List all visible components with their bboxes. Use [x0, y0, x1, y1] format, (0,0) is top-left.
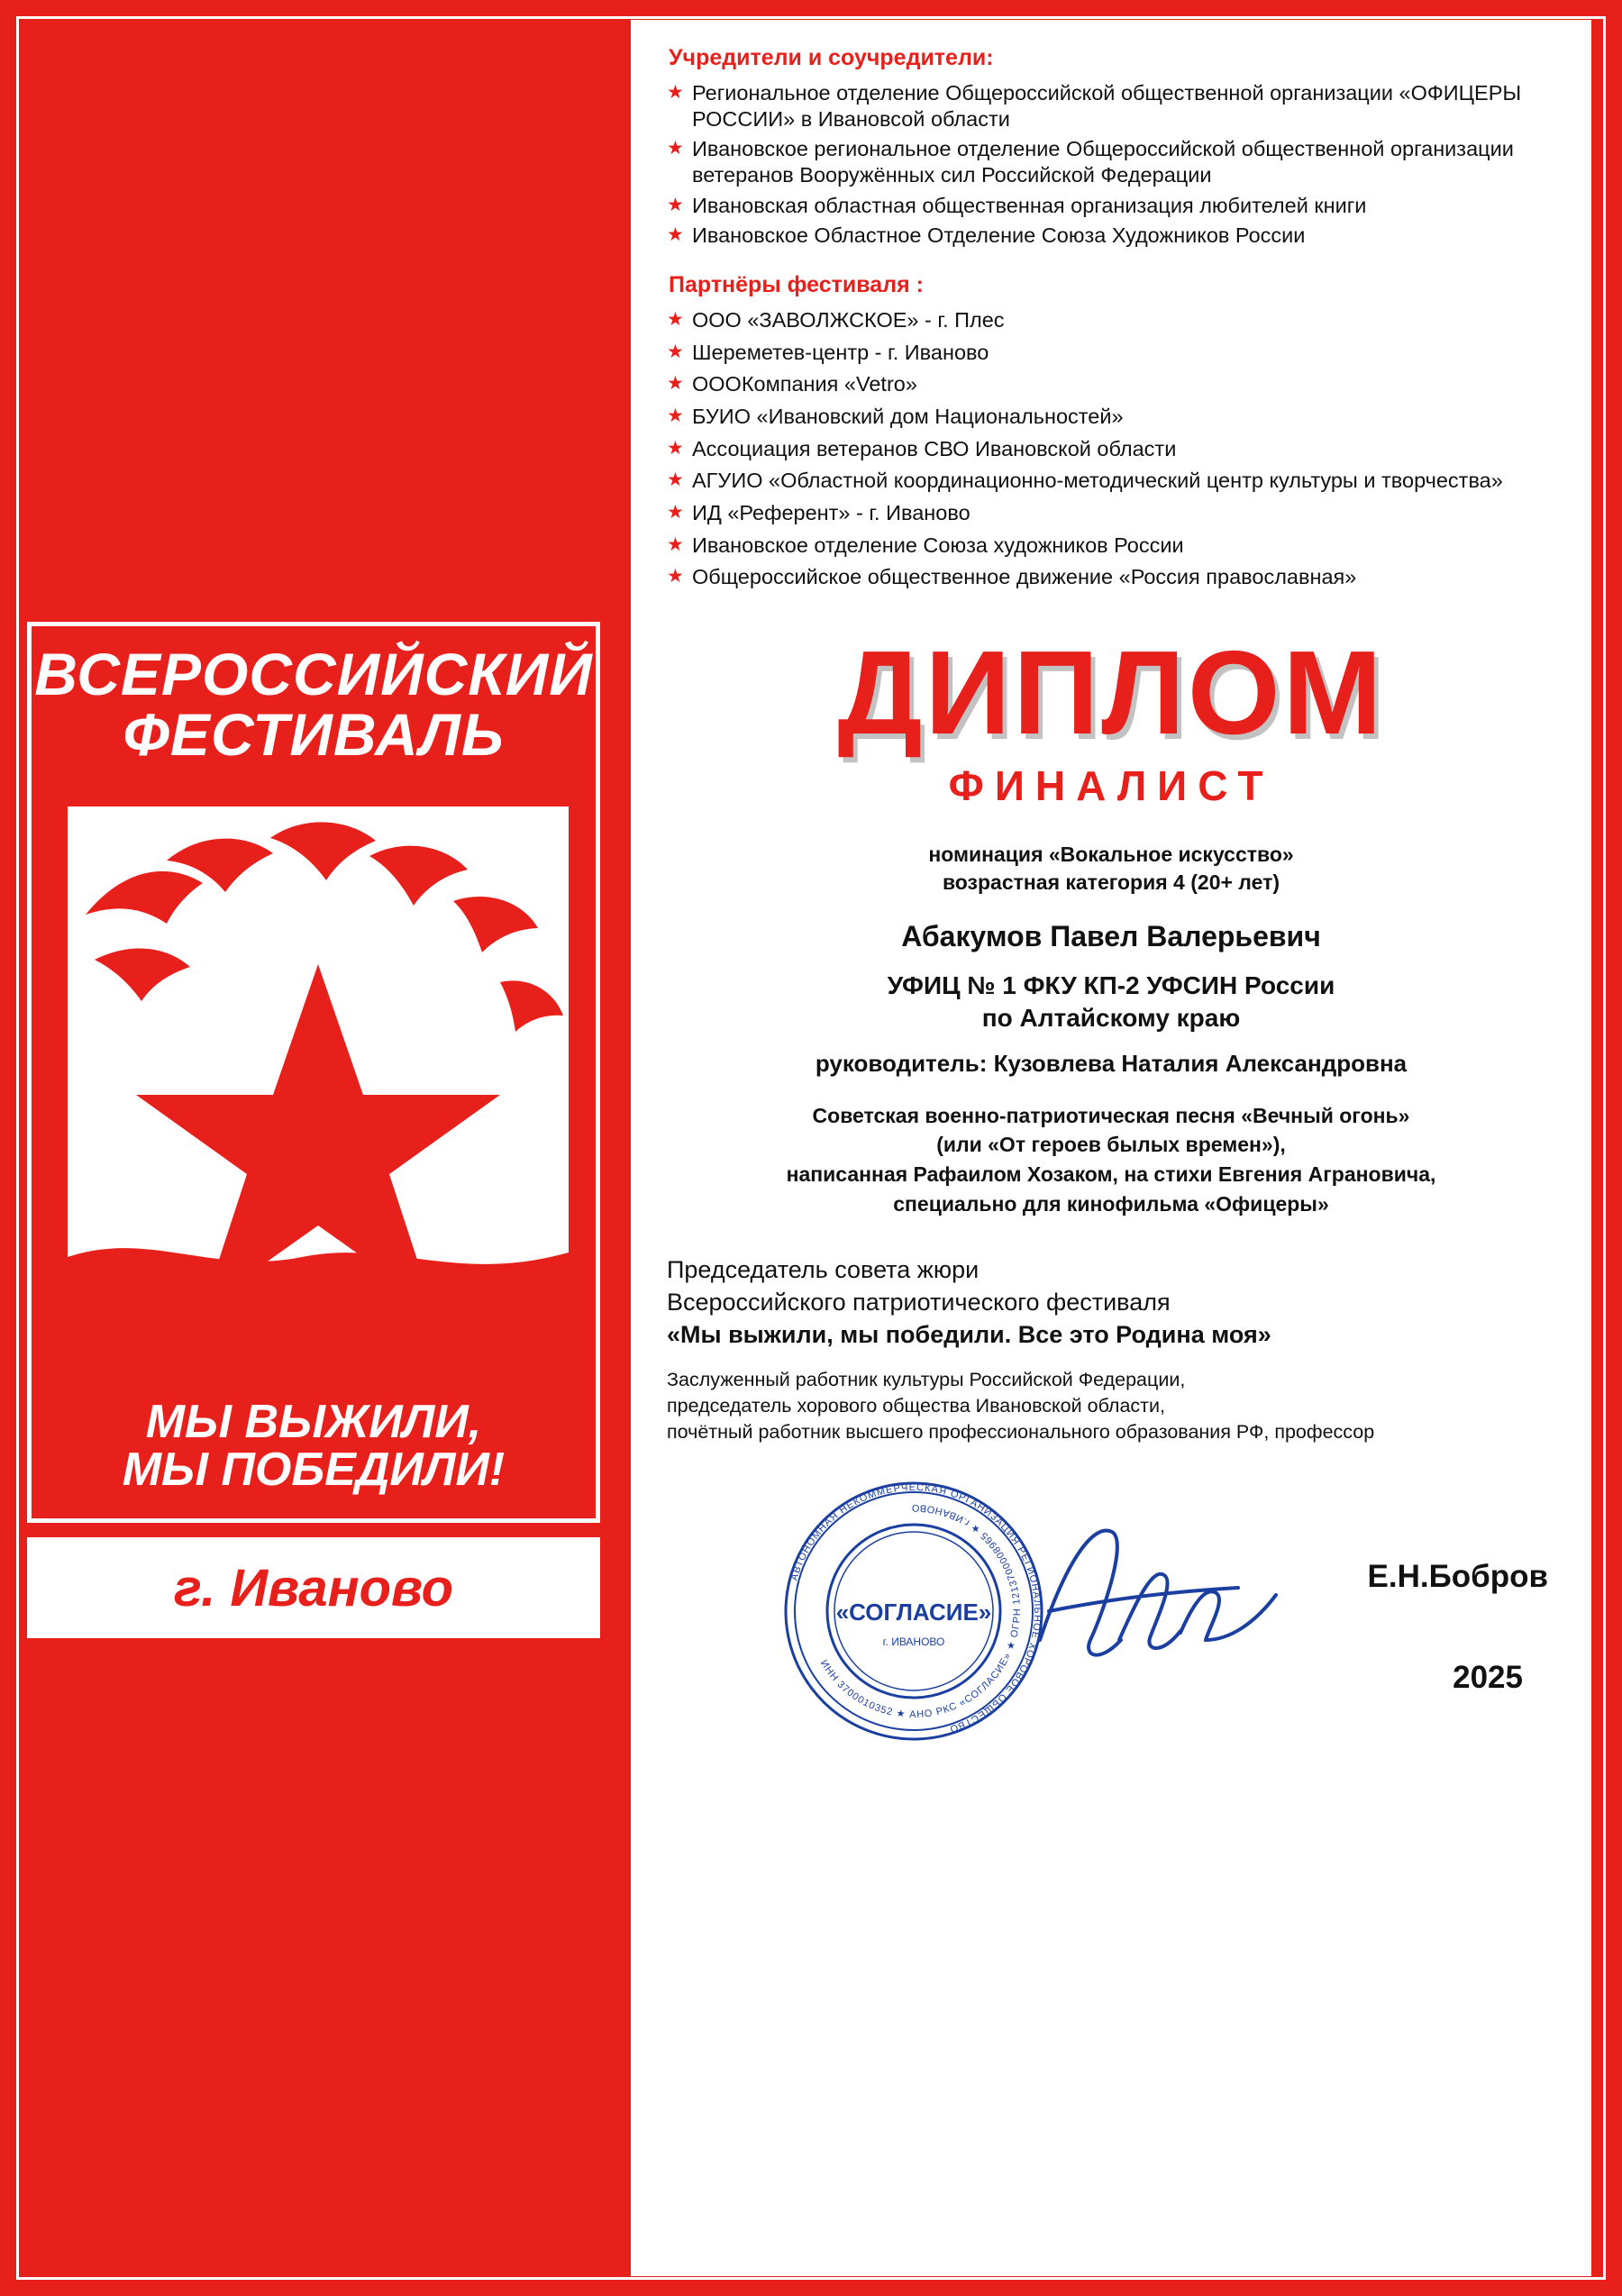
partners-item-text: Общероссийское общественное движение «Россия православная»: [692, 565, 1357, 589]
founders-list: [661, 80, 1561, 249]
list-item: [661, 564, 1561, 590]
signature-area: [661, 1451, 1561, 1775]
founders-item-text: Ивановская областная общественная организация любителей книги: [692, 193, 1367, 217]
svg-text:г. ИВАНОВО: г. ИВАНОВО: [882, 1635, 945, 1648]
star-icon: ★: [667, 405, 684, 426]
poster-slogan: [32, 1395, 596, 1497]
list-item: [661, 371, 1561, 397]
partners-item-text: ООО «ЗАВОЛЖСКОЕ» - г. Плес: [692, 307, 1005, 332]
issue-year: 2025: [1453, 1659, 1523, 1695]
star-icon: ★: [667, 566, 684, 588]
cranes-and-star-artwork: [32, 806, 596, 1311]
award-heading: ДИПЛОМ: [837, 625, 1385, 759]
star-icon: ★: [667, 194, 684, 215]
partners-title: Партнёры фестиваля :: [669, 271, 924, 297]
star-icon: ★: [667, 437, 684, 459]
star-icon: ★: [667, 224, 684, 246]
partners-item-text: АГУИО «Областной координационно-методический центр культуры и творчества»: [692, 469, 1503, 493]
founders-item-text: Ивановское региональное отделение Общероссийской общественной организации ветеранов Вооружённых сил Российской Федерации: [692, 137, 1514, 187]
work-line2: (или «От героев былых времен»),: [936, 1133, 1286, 1157]
star-icon: ★: [667, 533, 684, 555]
star-icon: ★: [667, 308, 684, 330]
founders-section: [661, 45, 1561, 249]
list-item: [661, 80, 1561, 132]
svg-text:АВТОНОМНАЯ НЕКОММЕРЧЕСКАЯ ОРГА: АВТОНОМНАЯ НЕКОММЕРЧЕСКАЯ ОРГАНИЗАЦИЯ РЕГИОНАЛЬНОЕ ХОРОВОЕ ОБЩЕСТВО: [788, 1481, 1043, 1735]
certificate-panel: [631, 20, 1591, 2276]
jury-title-line1: Заслуженный работник культуры Российской Федерации,: [667, 1369, 1186, 1391]
poster-title-line2: ФЕСТИВАЛЬ: [123, 701, 505, 769]
organization-line2: по Алтайскому краю: [981, 1004, 1241, 1033]
work-description: [661, 1101, 1561, 1219]
list-item: [661, 533, 1561, 559]
star-icon: ★: [667, 82, 684, 103]
poster-city-plate: [27, 1537, 600, 1638]
star-icon: ★: [667, 469, 684, 491]
partners-item-text: Ассоциация ветеранов СВО Ивановской области: [692, 436, 1177, 460]
list-item: [661, 468, 1561, 494]
nomination-line2: возрастная категория 4 (20+ лет): [942, 870, 1280, 894]
poster-slogan-line1: МЫ ВЫЖИЛИ,: [145, 1395, 482, 1448]
partners-item-text: ИД «Референт» - г. Иваново: [692, 500, 970, 524]
jury-title-line2: председатель хорового общества Ивановской области,: [667, 1395, 1165, 1417]
work-line1: Советская военно-патриотическая песня «Вечный огонь»: [812, 1103, 1410, 1127]
star-icon: ★: [667, 138, 684, 159]
work-line4: специально для кинофильма «Офицеры»: [893, 1191, 1329, 1216]
poster-title: [32, 641, 596, 769]
leader-line: руководитель: Кузовлева Наталия Александровна: [815, 1049, 1408, 1077]
award-heading-block: [661, 625, 1561, 810]
poster-title-line1: ВСЕРОССИЙСКИЙ: [34, 641, 593, 707]
partners-item-text: БУИО «Ивановский дом Национальностей»: [692, 404, 1124, 428]
poster-slogan-line2: МЫ ПОБЕДИЛИ!: [122, 1444, 506, 1497]
poster-card: [27, 622, 600, 1523]
founders-title: Учредители и соучредители:: [669, 45, 994, 70]
work-line3: написанная Рафаилом Хозаком, на стихи Евгения Аграновича,: [786, 1162, 1436, 1187]
founders-item-text: Ивановское Областное Отделение Союза Художников России: [692, 223, 1306, 248]
svg-text:ИНН 3700010352 ★ АНО РКС «СОГЛ: ИНН 3700010352 ★ АНО РКС «СОГЛАСИЕ» ★ ОГРН 1213700008965 ★ г.ИВАНОВО: [817, 1501, 1024, 1720]
list-item: [661, 500, 1561, 526]
poster-city-label: г. Иваново: [173, 1558, 454, 1617]
list-item: [661, 193, 1561, 219]
jury-line1: Председатель совета жюри: [667, 1256, 980, 1284]
jury-line2: Всероссийского патриотического фестиваля: [667, 1288, 1171, 1316]
jury-titles-block: [667, 1367, 1561, 1444]
svg-text:«СОГЛАСИЕ»: «СОГЛАСИЕ»: [835, 1598, 992, 1626]
nomination-block: [661, 841, 1561, 897]
winner-name: Абакумов Павел Валерьевич: [901, 919, 1321, 952]
award-subheading: ФИНАЛИСТ: [948, 761, 1274, 809]
jury-block: [667, 1254, 1561, 1351]
handwritten-signature: [1013, 1505, 1283, 1685]
list-item: [661, 136, 1561, 187]
signer-name: Е.Н.Бобров: [1367, 1558, 1548, 1594]
partners-item-text: Ивановское отделение Союза художников России: [692, 533, 1184, 557]
founders-item-text: Региональное отделение Общероссийской общественной организации «ОФИЦЕРЫ РОССИИ» в Ивановсой области: [692, 81, 1522, 131]
festival-poster: [27, 622, 613, 1638]
organization-line1: УФИЦ № 1 ФКУ КП-2 УФСИН России: [887, 970, 1335, 999]
list-item: [661, 223, 1561, 249]
list-item: [661, 307, 1561, 333]
list-item: [661, 340, 1561, 366]
star-icon: ★: [667, 341, 684, 362]
star-icon: ★: [667, 373, 684, 395]
jury-line3: «Мы выжили, мы победили. Все это Родина моя»: [667, 1320, 1271, 1348]
nomination-line1: номинация «Вокальное искусство»: [928, 842, 1294, 866]
partners-item-text: Шереметев-центр - г. Иваново: [692, 340, 989, 364]
jury-title-line3: почётный работник высшего профессионального образования РФ, профессор: [667, 1420, 1375, 1443]
partners-list: [661, 307, 1561, 590]
partners-item-text: ОООКомпания «Vetro»: [692, 372, 917, 396]
partners-section: [661, 272, 1561, 590]
list-item: [661, 436, 1561, 462]
star-icon: ★: [667, 501, 684, 523]
list-item: [661, 404, 1561, 430]
organization-block: [661, 970, 1561, 1035]
